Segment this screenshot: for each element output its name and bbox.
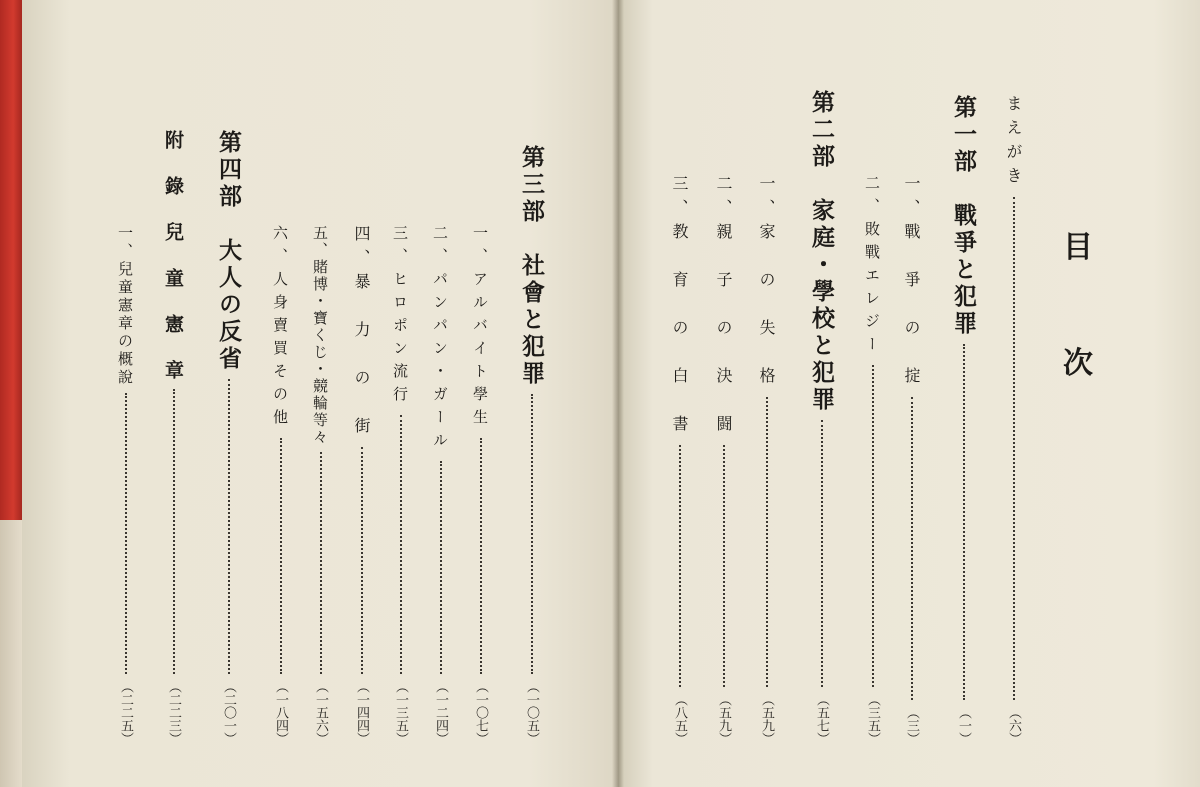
toc-title: [1063, 222, 1093, 382]
dot-leader: [723, 445, 725, 687]
toc-entry-3-5: 五、賭博・寶くじ・競輪等々 （一五六）: [311, 225, 329, 745]
toc-entry-3-6: 六、人身賣買その他 （一八四）: [271, 225, 289, 745]
toc-entry-2-2: 二、親 子 の 決 闘 （五九）: [714, 175, 733, 745]
dot-leader: [531, 394, 533, 674]
dot-leader: [361, 447, 363, 674]
dot-leader: [125, 393, 127, 674]
toc-entry-part4: 第四部 大人の反省 （二〇一）: [215, 130, 241, 745]
book-gutter: [612, 0, 624, 787]
toc-entry-appendix-1: 一、兒童憲章の概說 （二二五）: [116, 225, 134, 745]
dot-leader: [1013, 197, 1015, 700]
book-cover-edge: [0, 520, 22, 787]
toc-entry-preface: まえがき （六）: [1004, 95, 1023, 745]
toc-entry-3-2: 二、パンパン・ガール （一二四）: [431, 225, 449, 745]
dot-leader: [911, 397, 913, 700]
toc-entry-part1: 第一部 戰爭と犯罪 （一）: [950, 95, 976, 745]
dot-leader: [821, 420, 823, 687]
toc-entry-3-4: 四、暴 力 の 街 （一四四）: [352, 225, 371, 745]
dot-leader: [173, 389, 175, 674]
dot-leader: [320, 452, 322, 674]
dot-leader: [679, 445, 681, 687]
toc-entry-part2: 第二部 家庭・學校と犯罪 （五七）: [808, 90, 834, 745]
toc-entry-appendix: 附 錄 兒 童 憲 章 （二二三）: [162, 130, 184, 745]
toc-entry-part3: 第三部 社會と犯罪 （一〇五）: [518, 145, 544, 745]
dot-leader: [480, 438, 482, 674]
dot-leader: [400, 415, 402, 674]
toc-entry-1-1: 一、戰 爭 の 掟 （三）: [902, 175, 921, 745]
dot-leader: [963, 344, 965, 700]
toc-title-char-2: 次: [1063, 346, 1093, 381]
toc-entry-3-3: 三、ヒロポン流行 （一三五）: [391, 225, 409, 745]
dot-leader: [280, 438, 282, 674]
dot-leader: [872, 365, 874, 687]
dot-leader: [440, 461, 442, 674]
toc-title-char-1: 目: [1063, 230, 1093, 265]
toc-entry-3-1: 一、アルバイト學生 （一〇七）: [471, 225, 489, 745]
toc-entry-2-1: 一、家 の 失 格 （五九）: [757, 175, 776, 745]
toc-entry-1-2: 二、敗戰エレジー （三五）: [863, 175, 881, 745]
dot-leader: [766, 397, 768, 687]
toc-entry-2-3: 三、教 育 の 白 書 （八五）: [670, 175, 689, 745]
dot-leader: [228, 379, 230, 674]
